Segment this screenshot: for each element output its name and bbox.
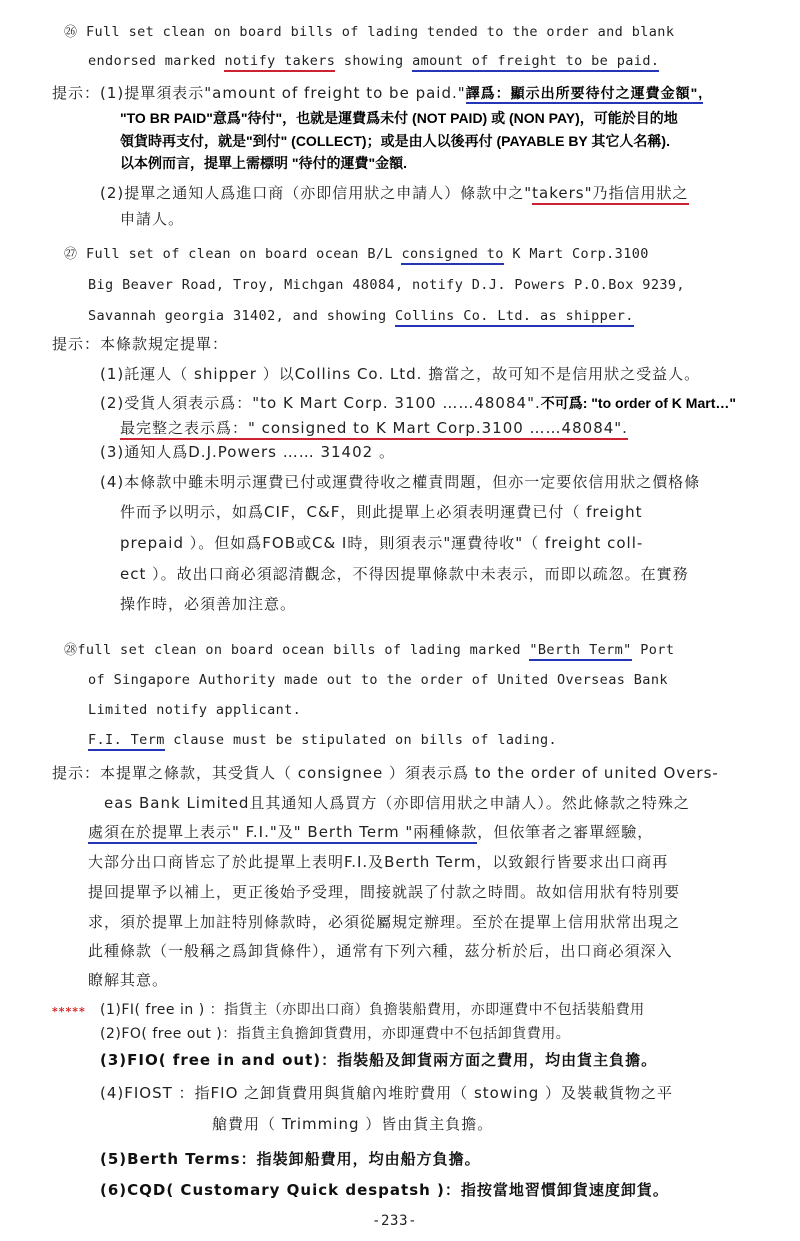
clause-3: (3)FIO( free in and out)：指裝船及卸貨兩方面之費用，均由貨主負擔。 (100, 1051, 658, 1069)
item28-hint-p4: 大部分出口商皆忘了於此提單上表明F.I.及Berth Term，以致銀行皆要求出口商再 (88, 853, 669, 871)
item27-line2: Big Beaver Road, Troy, Michgan 48084, notify D.J. Powers P.O.Box 9239, (88, 277, 685, 293)
underline-fi-term: F.I. Term (88, 732, 165, 751)
item26-hint1-note4: 以本例而言，提單上需標明 "待付的運費"金額. (120, 155, 408, 171)
item28-hint-p1: 提示：本提單之條款，其受貨人（ consignee ）須表示爲 to the order of united Overs- (52, 764, 719, 782)
item26-hint2-cont: 申請人。 (120, 210, 185, 228)
item28-line1: ㉘full set clean on board ocean bills of lading marked "Berth Term" Port (64, 640, 674, 661)
item27-hint4-d: ect ）。故出口商必須認清觀念，不得因提單條款中未表示，而即以疏忽。在實務 (120, 565, 689, 583)
item28-number: ㉘ (64, 643, 78, 658)
underline-consigned-to: consigned to (401, 246, 503, 265)
item27-hint2-complete: 最完整之表示爲：" consigned to K Mart Corp.3100 ……48084". (120, 418, 628, 438)
clause-6: (6)CQD( Customary Quick despatsh )：指按當地習慣卸貨速度卸貨。 (100, 1181, 669, 1199)
cannot-be-note: 不可爲: "to order of K Mart…" (540, 395, 737, 411)
item28-hint-p5: 提回提單予以補上，更正後始予受理，間接就誤了付款之時間。故如信用狀有特別要 (88, 883, 681, 901)
item28-line2: of Singapore Authority made out to the order of United Overseas Bank (88, 672, 668, 688)
item26-hint1-note3: 領貨時再支付，就是"到付" (COLLECT)；或是由人以後再付 (PAYABLE BY 其它人名稱). (120, 133, 670, 149)
clause-1: (1)FI( free in ) ：指貨主（亦即出口商）負擔裝船費用，亦即運費中不包括裝船費用 (100, 1002, 645, 1018)
item27-hint1: (1)託運人（ shipper ）以Collins Co. Ltd. 擔當之，故可知不是信用狀之受益人。 (100, 365, 701, 383)
item28-hint-p6: 求，須於提單上加註特別條款時，必須從屬規定辦理。至於在提單上信用狀常出現之 (88, 913, 681, 931)
underline-amount-freight: amount of freight to be paid. (412, 53, 659, 72)
clause-4a: (4)FIOST ：指FIO 之卸貨費用與貨艙內堆貯費用（ stowing ）及裝載貨物之平 (100, 1084, 674, 1102)
important-stars: ***** (52, 1005, 86, 1018)
underline-berth-term: "Berth Term" (529, 642, 631, 661)
item26-hint1: 提示：(1)提單須表示"amount of freight to be paid."譯爲：顯示出所要待付之運費金額", (52, 84, 704, 102)
item27-hint3: (3)通知人爲D.J.Powers …… 31402 。 (100, 443, 395, 461)
item28-hint-p7: 此種條款（一般稱之爲卸貨條件），通常有下列六種，茲分析於后，出口商必須深入 (88, 942, 673, 960)
item27-hint4-b: 件而予以明示，如爲CIF，C&F，則此提單上必須表明運費已付（ freight (120, 503, 643, 521)
item26-line2: endorsed marked notify takers showing amount of freight to be paid. (88, 51, 659, 71)
item28-hint-p2: eas Bank Limited且其通知人爲買方（亦即信用狀之申請人）。然此條款之特殊之 (104, 794, 690, 812)
item27-hint2: (2)受貨人須表示爲："to K Mart Corp. 3100 ……48084".不可爲: "to order of K Mart…" (100, 394, 737, 412)
item26-hint2: (2)提單之通知人爲進口商（亦即信用狀之申請人）條款中之"takers"乃指信用狀之 (100, 183, 689, 203)
item27-hint4-e: 操作時，必須善加注意。 (120, 595, 297, 613)
translation-note: 譯爲：顯示出所要待付之運費金額", (466, 85, 704, 104)
item26-hint1-note2: "TO BR PAID"意爲"待付"，也就是運費爲未付 (NOT PAID) 或 (NON PAY)，可能於目的地 (120, 110, 678, 126)
item27-hint4-c: prepaid ）。但如爲FOB或C& I時，則須表示"運費待收"（ freight coll- (120, 534, 644, 552)
item28-line4: F.I. Term clause must be stipulated on bills of lading. (88, 730, 557, 750)
item27-hint4-a: (4)本條款中雖未明示運費已付或運費待收之權責問題，但亦一定要依信用狀之價格條 (100, 473, 701, 491)
item28-line3: Limited notify applicant. (88, 702, 302, 718)
item27-number: ㉗ (64, 247, 78, 262)
item28-hint-p3: 處須在於提單上表示" F.I."及" Berth Term "兩種條款，但依筆者之審單經驗， (88, 822, 653, 842)
underline-fi-berth: 處須在於提單上表示" F.I."及" Berth Term "兩種條款 (88, 823, 477, 844)
underline-takers: takers"乃指信用狀之 (532, 184, 688, 205)
underline-collins-shipper: Collins Co. Ltd. as shipper. (395, 308, 634, 327)
clause-5: (5)Berth Terms：指裝卸船費用，均由船方負擔。 (100, 1150, 481, 1168)
item27-line3: Savannah georgia 31402, and showing Collins Co. Ltd. as shipper. (88, 306, 634, 326)
item26-line1: ㉖ Full set clean on board bills of lading tended to the order and blank (64, 24, 675, 40)
item26-number: ㉖ (64, 25, 78, 40)
item27-hint-intro: 提示：本條款規定提單： (52, 335, 229, 353)
page-number: -233- (372, 1213, 418, 1229)
clause-4b: 艙費用（ Trimming ）皆由貨主負擔。 (212, 1115, 494, 1133)
item27-line1: ㉗ Full set of clean on board ocean B/L consigned to K Mart Corp.3100 (64, 244, 649, 265)
item28-hint-p8: 瞭解其意。 (88, 971, 169, 989)
underline-notify-takers: notify takers (224, 53, 335, 72)
clause-2: (2)FO( free out )：指貨主負擔卸貨費用，亦即運費中不包括卸貨費用。 (100, 1026, 571, 1042)
